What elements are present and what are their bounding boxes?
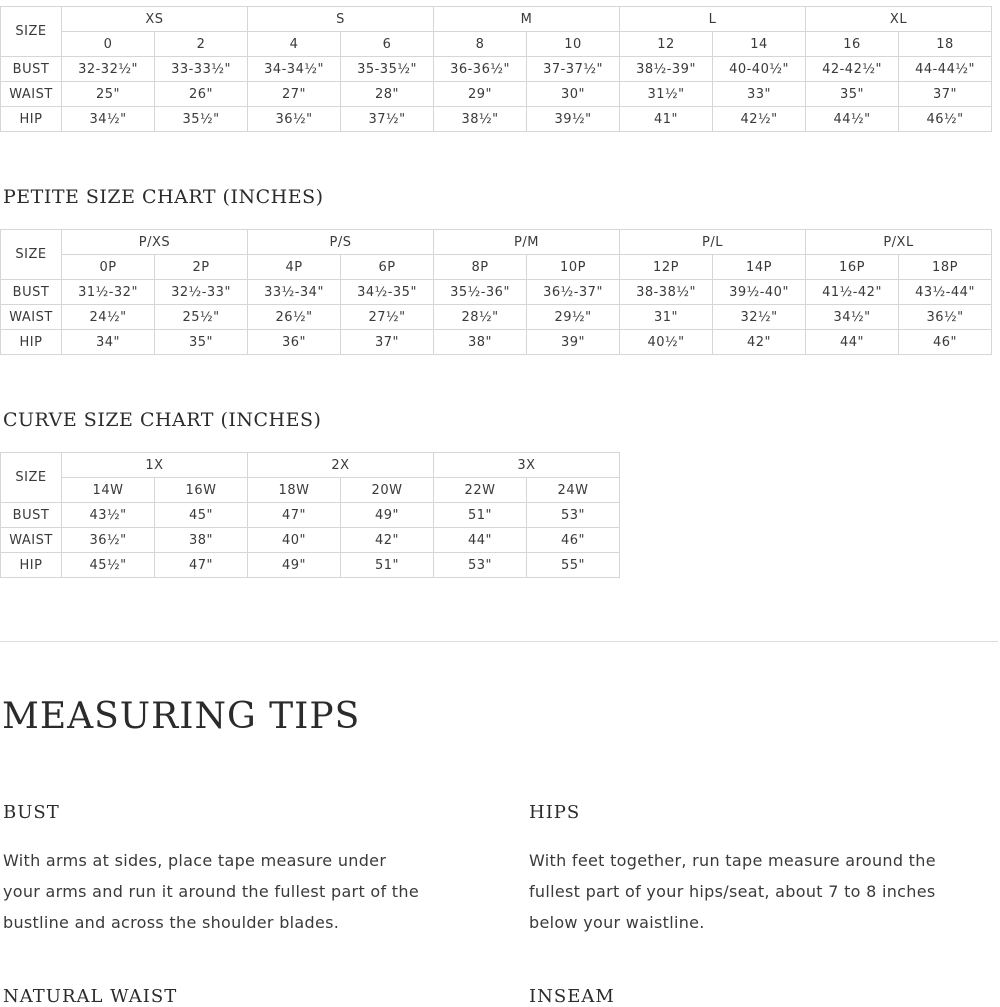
measurement-cell: 36½-37" (527, 280, 620, 305)
size-number: 4P (248, 255, 341, 280)
row-label-hip: HIP (1, 107, 62, 132)
tip-heading: HIPS (529, 802, 581, 823)
tip-bust (3, 802, 423, 938)
measurement-cell: 36½" (248, 107, 341, 132)
measurement-cell: 40½" (620, 330, 713, 355)
size-number: 2 (155, 32, 248, 57)
measurement-cell: 39" (527, 330, 620, 355)
measurement-cell: 38-38½" (620, 280, 713, 305)
measurement-cell: 42-42½" (806, 57, 899, 82)
size-group-header: XS (62, 7, 248, 32)
size-number: 6 (341, 32, 434, 57)
table-row (1, 82, 992, 107)
measurement-cell: 46" (899, 330, 992, 355)
measurement-cell: 34-34½" (248, 57, 341, 82)
size-number: 8 (434, 32, 527, 57)
measurement-cell: 51" (341, 553, 434, 578)
measurement-cell: 41" (620, 107, 713, 132)
measurement-cell: 27½" (341, 305, 434, 330)
size-number: 10 (527, 32, 620, 57)
size-number: 24W (527, 478, 620, 503)
size-header: SIZE (1, 230, 62, 280)
measurement-cell: 37" (341, 330, 434, 355)
measurement-cell: 47" (248, 503, 341, 528)
measurement-cell: 33½-34" (248, 280, 341, 305)
row-label-hip: HIP (1, 553, 62, 578)
size-number: 18 (899, 32, 992, 57)
measurement-cell: 32½" (713, 305, 806, 330)
size-group-header: 3X (434, 453, 620, 478)
measurement-cell: 33-33½" (155, 57, 248, 82)
size-group-header: P/M (434, 230, 620, 255)
measurement-cell: 39½" (527, 107, 620, 132)
measurement-cell: 40-40½" (713, 57, 806, 82)
size-group-header: XL (806, 7, 992, 32)
measurement-cell: 38½-39" (620, 57, 713, 82)
table-row (1, 57, 992, 82)
measurement-cell: 27" (248, 82, 341, 107)
measurement-cell: 42" (713, 330, 806, 355)
measurement-cell: 35" (155, 330, 248, 355)
measurement-cell: 35½-36" (434, 280, 527, 305)
measurement-cell: 32½-33" (155, 280, 248, 305)
measurement-cell: 29" (434, 82, 527, 107)
measurement-cell: 31½" (620, 82, 713, 107)
measurement-cell: 53" (434, 553, 527, 578)
size-number: 20W (341, 478, 434, 503)
measurement-cell: 34½-35" (341, 280, 434, 305)
table-row (1, 305, 992, 330)
size-group-header: P/S (248, 230, 434, 255)
tip-hips (529, 802, 949, 938)
measurement-cell: 35½" (155, 107, 248, 132)
size-number: 14P (713, 255, 806, 280)
measurement-cell: 38" (434, 330, 527, 355)
measurement-cell: 28" (341, 82, 434, 107)
measurement-cell: 31½-32" (62, 280, 155, 305)
tip-heading: BUST (3, 802, 60, 823)
measurement-cell: 44" (806, 330, 899, 355)
measurement-cell: 37½" (341, 107, 434, 132)
measurement-cell: 29½" (527, 305, 620, 330)
section-divider (0, 641, 998, 642)
measurement-cell: 30" (527, 82, 620, 107)
measurement-cell: 41½-42" (806, 280, 899, 305)
measurement-cell: 25" (62, 82, 155, 107)
curve-size-table (0, 452, 620, 578)
measurement-cell: 55" (527, 553, 620, 578)
row-label-waist: WAIST (1, 528, 62, 553)
petite-chart-title: PETITE SIZE CHART (INCHES) (3, 186, 324, 208)
row-label-bust: BUST (1, 280, 62, 305)
curve-chart-title: CURVE SIZE CHART (INCHES) (3, 409, 322, 431)
size-header: SIZE (1, 453, 62, 503)
measurement-cell: 38" (155, 528, 248, 553)
size-number: 14 (713, 32, 806, 57)
measurement-cell: 45" (155, 503, 248, 528)
size-number: 16 (806, 32, 899, 57)
measurement-cell: 39½-40" (713, 280, 806, 305)
measurement-cell: 47" (155, 553, 248, 578)
size-number: 4 (248, 32, 341, 57)
size-number: 2P (155, 255, 248, 280)
measurement-cell: 44-44½" (899, 57, 992, 82)
size-number: 16P (806, 255, 899, 280)
measurement-cell: 42½" (713, 107, 806, 132)
measurement-cell: 37-37½" (527, 57, 620, 82)
size-number: 8P (434, 255, 527, 280)
measurement-cell: 46" (527, 528, 620, 553)
size-number: 12 (620, 32, 713, 57)
measurement-cell: 40" (248, 528, 341, 553)
measurement-cell: 31" (620, 305, 713, 330)
size-number: 0P (62, 255, 155, 280)
measurement-cell: 44½" (806, 107, 899, 132)
size-group-header: P/L (620, 230, 806, 255)
size-group-header: 1X (62, 453, 248, 478)
measurement-cell: 35-35½" (341, 57, 434, 82)
table-row (1, 107, 992, 132)
measurement-cell: 49" (248, 553, 341, 578)
measurement-cell: 34" (62, 330, 155, 355)
row-label-waist: WAIST (1, 305, 62, 330)
size-number: 18P (899, 255, 992, 280)
row-label-bust: BUST (1, 57, 62, 82)
measurement-cell: 33" (713, 82, 806, 107)
tip-body: With feet together, run tape measure around the fullest part of your hips/seat, about 7 to 8 inches below your waistline. (529, 851, 936, 932)
size-number: 14W (62, 478, 155, 503)
table-row (1, 503, 620, 528)
row-label-hip: HIP (1, 330, 62, 355)
tip-natural-waist (3, 986, 423, 1007)
measurement-cell: 26" (155, 82, 248, 107)
measurement-cell: 46½" (899, 107, 992, 132)
measurement-cell: 44" (434, 528, 527, 553)
measurement-cell: 28½" (434, 305, 527, 330)
row-label-bust: BUST (1, 503, 62, 528)
measurement-cell: 35" (806, 82, 899, 107)
measurement-cell: 34½" (62, 107, 155, 132)
measuring-tips-title: MEASURING TIPS (2, 696, 361, 737)
tip-inseam (529, 986, 949, 1007)
size-number: 16W (155, 478, 248, 503)
measurement-cell: 36-36½" (434, 57, 527, 82)
measurement-cell: 38½" (434, 107, 527, 132)
measurement-cell: 25½" (155, 305, 248, 330)
measurement-cell: 26½" (248, 305, 341, 330)
measurement-cell: 24½" (62, 305, 155, 330)
tip-body: With arms at sides, place tape measure under your arms and run it around the fullest part of the bustline and across the shoulder blades. (3, 851, 419, 932)
measurement-cell: 51" (434, 503, 527, 528)
size-group-header: L (620, 7, 806, 32)
regular-size-table (0, 6, 992, 132)
size-group-header: S (248, 7, 434, 32)
size-number: 0 (62, 32, 155, 57)
size-group-header: P/XL (806, 230, 992, 255)
table-row (1, 528, 620, 553)
size-group-header: P/XS (62, 230, 248, 255)
measurement-cell: 49" (341, 503, 434, 528)
measurement-cell: 36½" (899, 305, 992, 330)
size-number: 22W (434, 478, 527, 503)
size-group-header: 2X (248, 453, 434, 478)
row-label-waist: WAIST (1, 82, 62, 107)
tip-heading: NATURAL WAIST (3, 986, 178, 1007)
measurement-cell: 32-32½" (62, 57, 155, 82)
measurement-cell: 45½" (62, 553, 155, 578)
table-row (1, 280, 992, 305)
size-header: SIZE (1, 7, 62, 57)
size-number: 12P (620, 255, 713, 280)
petite-size-table (0, 229, 992, 355)
size-number: 10P (527, 255, 620, 280)
tip-heading: INSEAM (529, 986, 615, 1007)
size-group-header: M (434, 7, 620, 32)
size-number: 18W (248, 478, 341, 503)
measurement-cell: 42" (341, 528, 434, 553)
measurement-cell: 37" (899, 82, 992, 107)
measurement-cell: 43½-44" (899, 280, 992, 305)
measurement-cell: 34½" (806, 305, 899, 330)
measurement-cell: 36½" (62, 528, 155, 553)
size-number: 6P (341, 255, 434, 280)
table-row (1, 330, 992, 355)
measurement-cell: 36" (248, 330, 341, 355)
measurement-cell: 53" (527, 503, 620, 528)
measurement-cell: 43½" (62, 503, 155, 528)
table-row (1, 553, 620, 578)
